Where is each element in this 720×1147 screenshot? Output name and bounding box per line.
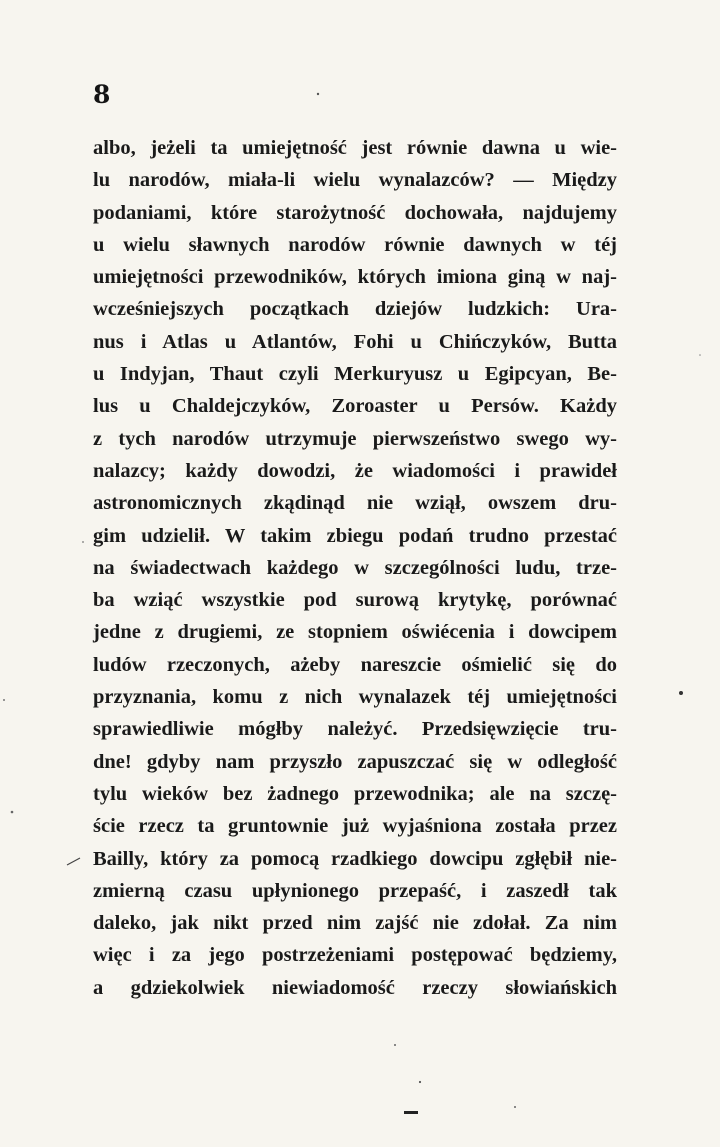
body-text — [93, 132, 617, 1004]
ink-speck — [3, 699, 5, 701]
text-line: nalazcy; każdy dowodzi, że wiadomości i prawideł — [93, 459, 617, 482]
text-line: przyznania, komu z nich wynalazek téj umiejętności — [93, 686, 617, 709]
text-line: gim udzielił. W takim zbiegu podań trudno przestać — [93, 524, 617, 547]
text-line: podaniami, które starożytność dochowała, najdujemy — [93, 201, 617, 224]
text-line: sprawiedliwie mógłby należyć. Przedsięwzięcie tru- — [93, 718, 617, 741]
text-line: jedne z drugiemi, ze stopniem oświécenia i dowcipem — [93, 621, 617, 644]
ink-speck — [394, 1044, 396, 1046]
ink-speck — [679, 691, 683, 695]
text-line: dne! gdyby nam przyszło zapuszczać się w odległość — [93, 750, 617, 773]
text-line: ludów rzeczonych, ażeby nareszcie ośmielić się do — [93, 653, 617, 676]
text-line: umiejętności przewodników, których imiona giną w naj- — [93, 266, 617, 289]
text-line: daleko, jak nikt przed nim zajść nie zdołał. Za nim — [93, 912, 617, 935]
text-line: wcześniejszych początkach dziejów ludzkich: Ura- — [93, 298, 617, 321]
text-line: tylu wieków bez żadnego przewodnika; ale na szczę- — [93, 782, 617, 805]
text-line: zmierną czasu upłynionego przepaść, i zaszedł tak — [93, 879, 617, 902]
text-line: z tych narodów utrzymuje pierwszeństwo swego wy- — [93, 427, 617, 450]
text-line: a gdziekolwiek niewiadomość rzeczy słowiańskich — [93, 976, 617, 999]
ink-mark — [404, 1111, 418, 1114]
text-line: Bailly, który za pomocą rzadkiego dowcipu zgłębił nie- — [93, 847, 617, 870]
ink-speck — [82, 541, 84, 543]
text-line: ba wziąć wszystkie pod surową krytykę, porównać — [93, 589, 617, 612]
text-line: nus i Atlas u Atlantów, Fohi u Chińczyków, Butta — [93, 330, 617, 353]
text-line: u Indyjan, Thaut czyli Merkuryusz u Egipcyan, Be- — [93, 363, 617, 386]
text-line: ście rzecz ta gruntownie już wyjaśniona została przez — [93, 815, 617, 838]
text-line: na świadectwach każdego w szczególności ludu, trze- — [93, 556, 617, 579]
ink-speck — [317, 93, 319, 95]
text-line: lus u Chaldejczyków, Zoroaster u Persów. Każdy — [93, 395, 617, 418]
text-line: astronomicznych zkądinąd nie wziął, owszem dru- — [93, 492, 617, 515]
text-line: u wielu sławnych narodów równie dawnych w téj — [93, 233, 617, 256]
ink-speck — [699, 354, 701, 356]
ink-speck — [514, 1106, 516, 1108]
ink-speck — [419, 1081, 421, 1083]
ink-mark — [67, 858, 80, 865]
ink-speck — [11, 811, 14, 814]
text-line: lu narodów, miała-li wielu wynalazców? — Między — [93, 169, 617, 192]
page-number: 8 — [93, 80, 111, 109]
text-line: więc i za jego postrzeżeniami postępować będziemy, — [93, 944, 617, 967]
text-line: albo, jeżeli ta umiejętność jest równie dawna u wie- — [93, 137, 617, 159]
